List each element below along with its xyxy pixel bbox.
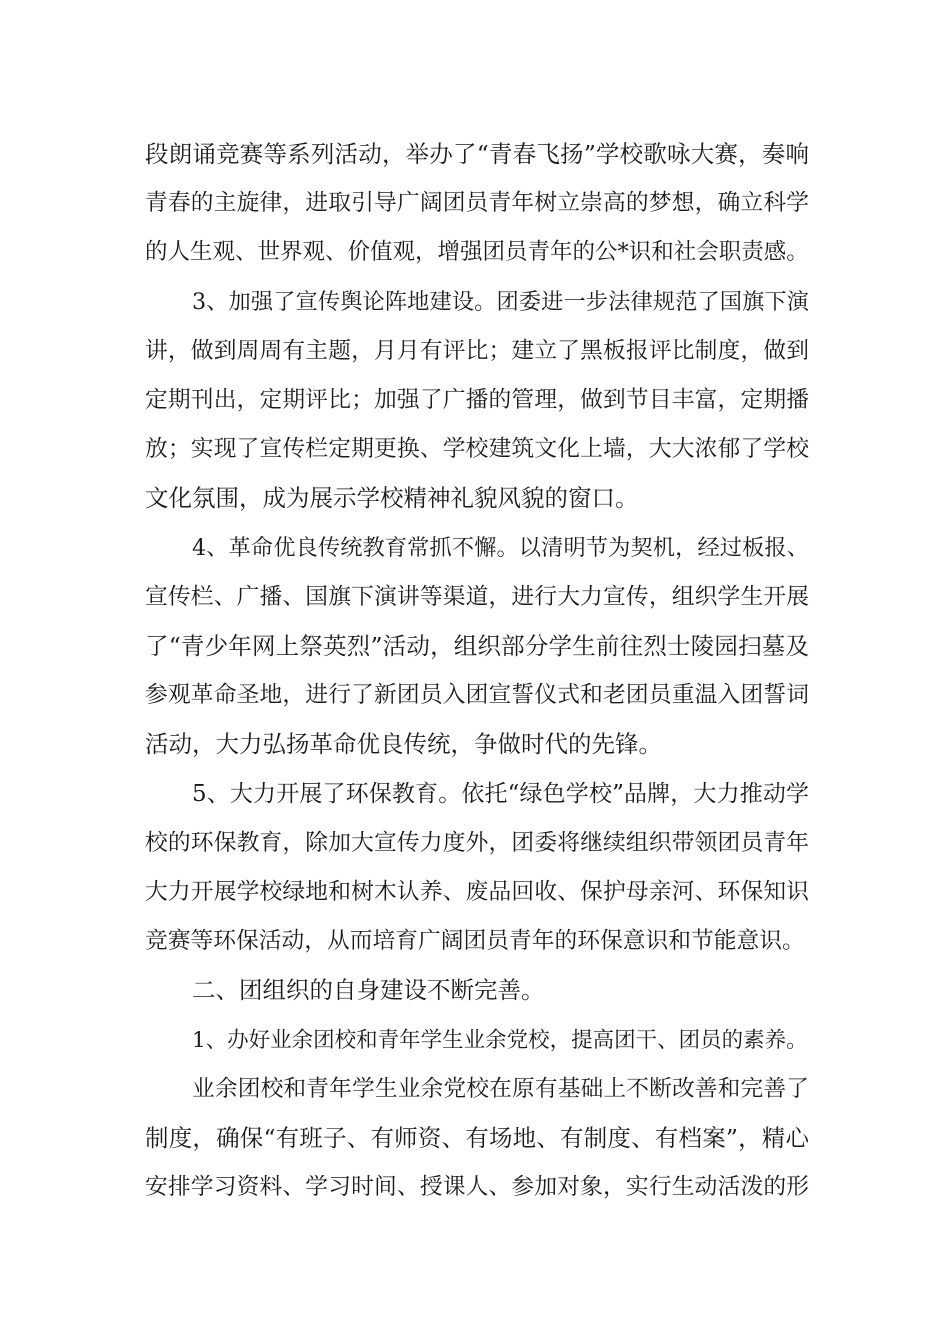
text-line: 活动，大力弘扬革命优良传统，争做时代的先锋。 bbox=[145, 730, 662, 759]
text-line: 段朗诵竞赛等系列活动，举办了“青春飞扬”学校歌咏大赛，奏响 bbox=[145, 140, 809, 168]
text-line: 参观革命圣地，进行了新团员入团宣誓仪式和老团员重温入团誓词 bbox=[145, 682, 809, 709]
text-line: 了“青少年网上祭英烈”活动，组织部分学生前往烈士陵园扫墓及 bbox=[145, 632, 809, 661]
text-line: 制度，确保“有班子、有师资、有场地、有制度、有档案”，精心 bbox=[145, 1124, 809, 1153]
text-line: 4、革命优良传统教育常抓不懈。以清明节为契机，经过板报、 bbox=[192, 534, 809, 561]
text-line: 1、办好业余团校和青年学生业余党校，提高团干、团员的素养。 bbox=[192, 1027, 808, 1053]
text-line: 业余团校和青年学生业余党校在原有基础上不断改善和完善了 bbox=[192, 1075, 809, 1102]
text-line: 安排学习资料、学习时间、授课人、参加对象，实行生动活泼的形 bbox=[145, 1174, 809, 1201]
text-line: 3、加强了宣传舆论阵地建设。团委进一步法律规范了国旗下演 bbox=[192, 288, 809, 315]
text-line: 讲，做到周周有主题，月月有评比；建立了黑板报评比制度，做到 bbox=[145, 337, 809, 364]
text-line: 校的环保教育，除加大宣传力度外，团委将继续组织带领团员青年 bbox=[145, 829, 809, 856]
document-body bbox=[145, 130, 809, 1212]
text-line: 大力开展学校绿地和树木认养、废品回收、保护母亲河、环保知识 bbox=[145, 879, 809, 906]
text-line: 定期刊出，定期评比；加强了广播的管理，做到节目丰富，定期播 bbox=[145, 387, 809, 414]
text-line: 宣传栏、广播、国旗下演讲等渠道，进行大力宣传，组织学生开展 bbox=[145, 583, 809, 610]
text-line: 放；实现了宣传栏定期更换、学校建筑文化上墙，大大浓郁了学校 bbox=[145, 436, 809, 463]
text-line: 青春的主旋律，进取引导广阔团员青年树立崇高的梦想，确立科学 bbox=[145, 190, 809, 217]
text-line: 文化氛围，成为展示学校精神礼貌风貌的窗口。 bbox=[145, 484, 639, 513]
text-line: 竞赛等环保活动，从而培育广阔团员青年的环保意识和节能意识。 bbox=[145, 928, 805, 955]
text-line: 二、团组织的自身建设不断完善。 bbox=[192, 976, 545, 1005]
text-line: 的人生观、世界观、价值观，增强团员青年的公*识和社会职责感。 bbox=[145, 239, 809, 266]
text-line: 5、大力开展了环保教育。依托“绿色学校”品牌，大力推动学 bbox=[192, 780, 809, 807]
